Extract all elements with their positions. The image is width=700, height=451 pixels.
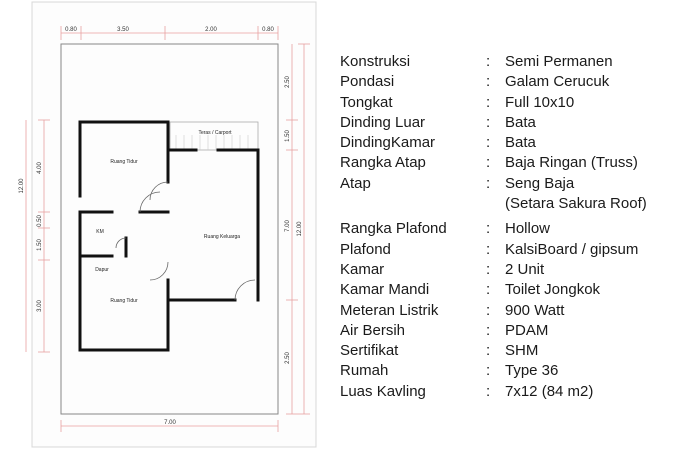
spec-value: Hollow: [505, 220, 551, 238]
spec-value: Semi Permanen: [505, 53, 613, 70]
spec-row: [340, 113, 695, 133]
spec-value: 7x12 (84 m2): [505, 382, 594, 400]
spec-value: PDAM: [505, 321, 549, 339]
spec-row: [340, 260, 695, 280]
room-bedroom-bottom: Ruang Tidur: [110, 298, 138, 304]
room-living: Ruang Keluarga: [203, 234, 241, 240]
dim-left-2: 0.50: [37, 215, 43, 227]
dim-top-2: 3.50: [117, 27, 129, 33]
spec-sep: :: [486, 73, 491, 91]
spec-label: Dinding Luar: [340, 113, 426, 131]
room-bedroom-top: Ruang Tidur: [110, 159, 138, 165]
spec-sep: :: [486, 53, 491, 70]
spec-row: [340, 133, 695, 153]
spec-label: Atap: [340, 174, 371, 192]
spec-sep: :: [486, 113, 491, 131]
spec-row: [340, 341, 695, 361]
spec-row: [340, 361, 695, 381]
spec-value: Full 10x10: [505, 93, 575, 111]
spec-value: 2 Unit: [505, 260, 545, 278]
spec-label: DindingKamar: [340, 134, 436, 152]
spec-label: Rumah: [340, 362, 389, 380]
spec-value: Galam Cerucuk: [505, 73, 610, 91]
spec-row: [340, 321, 695, 341]
spec-sep: :: [486, 321, 491, 339]
spec-value: (Setara Sakura Roof): [505, 195, 647, 213]
spec-sep: [486, 194, 505, 214]
spec-sep: :: [486, 342, 491, 360]
dim-left-1: 4.00: [37, 162, 43, 174]
spec-value: SHM: [505, 342, 539, 360]
spec-value: Bata: [505, 113, 536, 131]
spec-row: [340, 301, 695, 321]
dim-bottom: 7.00: [164, 420, 176, 426]
spec-label: Meteran Listrik: [340, 301, 439, 319]
dim-top-1: 0.80: [65, 27, 77, 33]
dim-right-3: 7.00: [285, 220, 291, 232]
spec-row: [340, 153, 695, 173]
dim-right-4: 2.50: [285, 352, 291, 364]
spec-row: [340, 280, 695, 300]
room-porch: Teras / Carport: [198, 130, 232, 136]
spec-row: [340, 219, 695, 239]
spec-row: [340, 194, 695, 214]
spec-row: [340, 72, 695, 92]
spec-label: Konstruksi: [340, 53, 411, 70]
spec-sep: :: [486, 134, 491, 152]
spec-list: [340, 52, 695, 402]
dim-top-4: 0.80: [262, 27, 274, 33]
spec-value: Type 36: [505, 362, 559, 380]
dim-left-4: 3.00: [37, 300, 43, 312]
spec-label: Air Bersih: [340, 321, 406, 339]
floor-plan: [0, 0, 330, 451]
spec-row: [340, 174, 695, 194]
spec-sep: :: [486, 220, 491, 238]
spec-sep: :: [486, 362, 491, 380]
spec-label: Sertifikat: [340, 342, 399, 360]
spec-value: 900 Watt: [505, 301, 565, 319]
spec-sep: :: [486, 260, 491, 278]
spec-label: Kamar: [340, 260, 385, 278]
spec-label: Plafond: [340, 240, 391, 258]
spec-label: Pondasi: [340, 73, 395, 91]
spec-value: Seng Baja: [505, 174, 575, 192]
spec-label: Luas Kavling: [340, 382, 426, 400]
spec-row: [340, 382, 695, 402]
spec-label: Rangka Plafond: [340, 220, 447, 238]
spec-sep: :: [486, 93, 491, 111]
spec-value: Bata: [505, 134, 536, 152]
spec-sep: :: [486, 240, 491, 258]
dim-left-3: 1.50: [37, 239, 43, 251]
spec-label: Tongkat: [340, 93, 393, 111]
spec-value: Baja Ringan (Truss): [505, 154, 638, 172]
room-bath: KM: [96, 229, 104, 235]
spec-sep: :: [486, 382, 491, 400]
spec-sep: :: [486, 154, 491, 172]
spec-value: KalsiBoard / gipsum: [505, 240, 639, 258]
spec-sep: :: [486, 281, 491, 299]
spec-label: Kamar Mandi: [340, 281, 430, 299]
dim-right-1: 2.50: [285, 76, 291, 88]
room-kitchen: Dapur: [95, 267, 109, 273]
spec-label: Rangka Atap: [340, 154, 426, 172]
spec-value: Toilet Jongkok: [505, 281, 601, 299]
spec-row: [340, 240, 695, 260]
spec-row: [340, 93, 695, 113]
spec-row: [340, 52, 695, 72]
spec-sep: :: [486, 301, 491, 319]
dim-top-3: 2.00: [205, 27, 217, 33]
dim-right-2: 1.50: [285, 130, 291, 142]
spec-sep: :: [486, 174, 491, 192]
dim-total-left: 12.00: [19, 178, 25, 194]
spec-label: [340, 194, 486, 214]
drawing-sheet: [32, 2, 316, 447]
dim-total-right: 12.00: [297, 221, 303, 237]
